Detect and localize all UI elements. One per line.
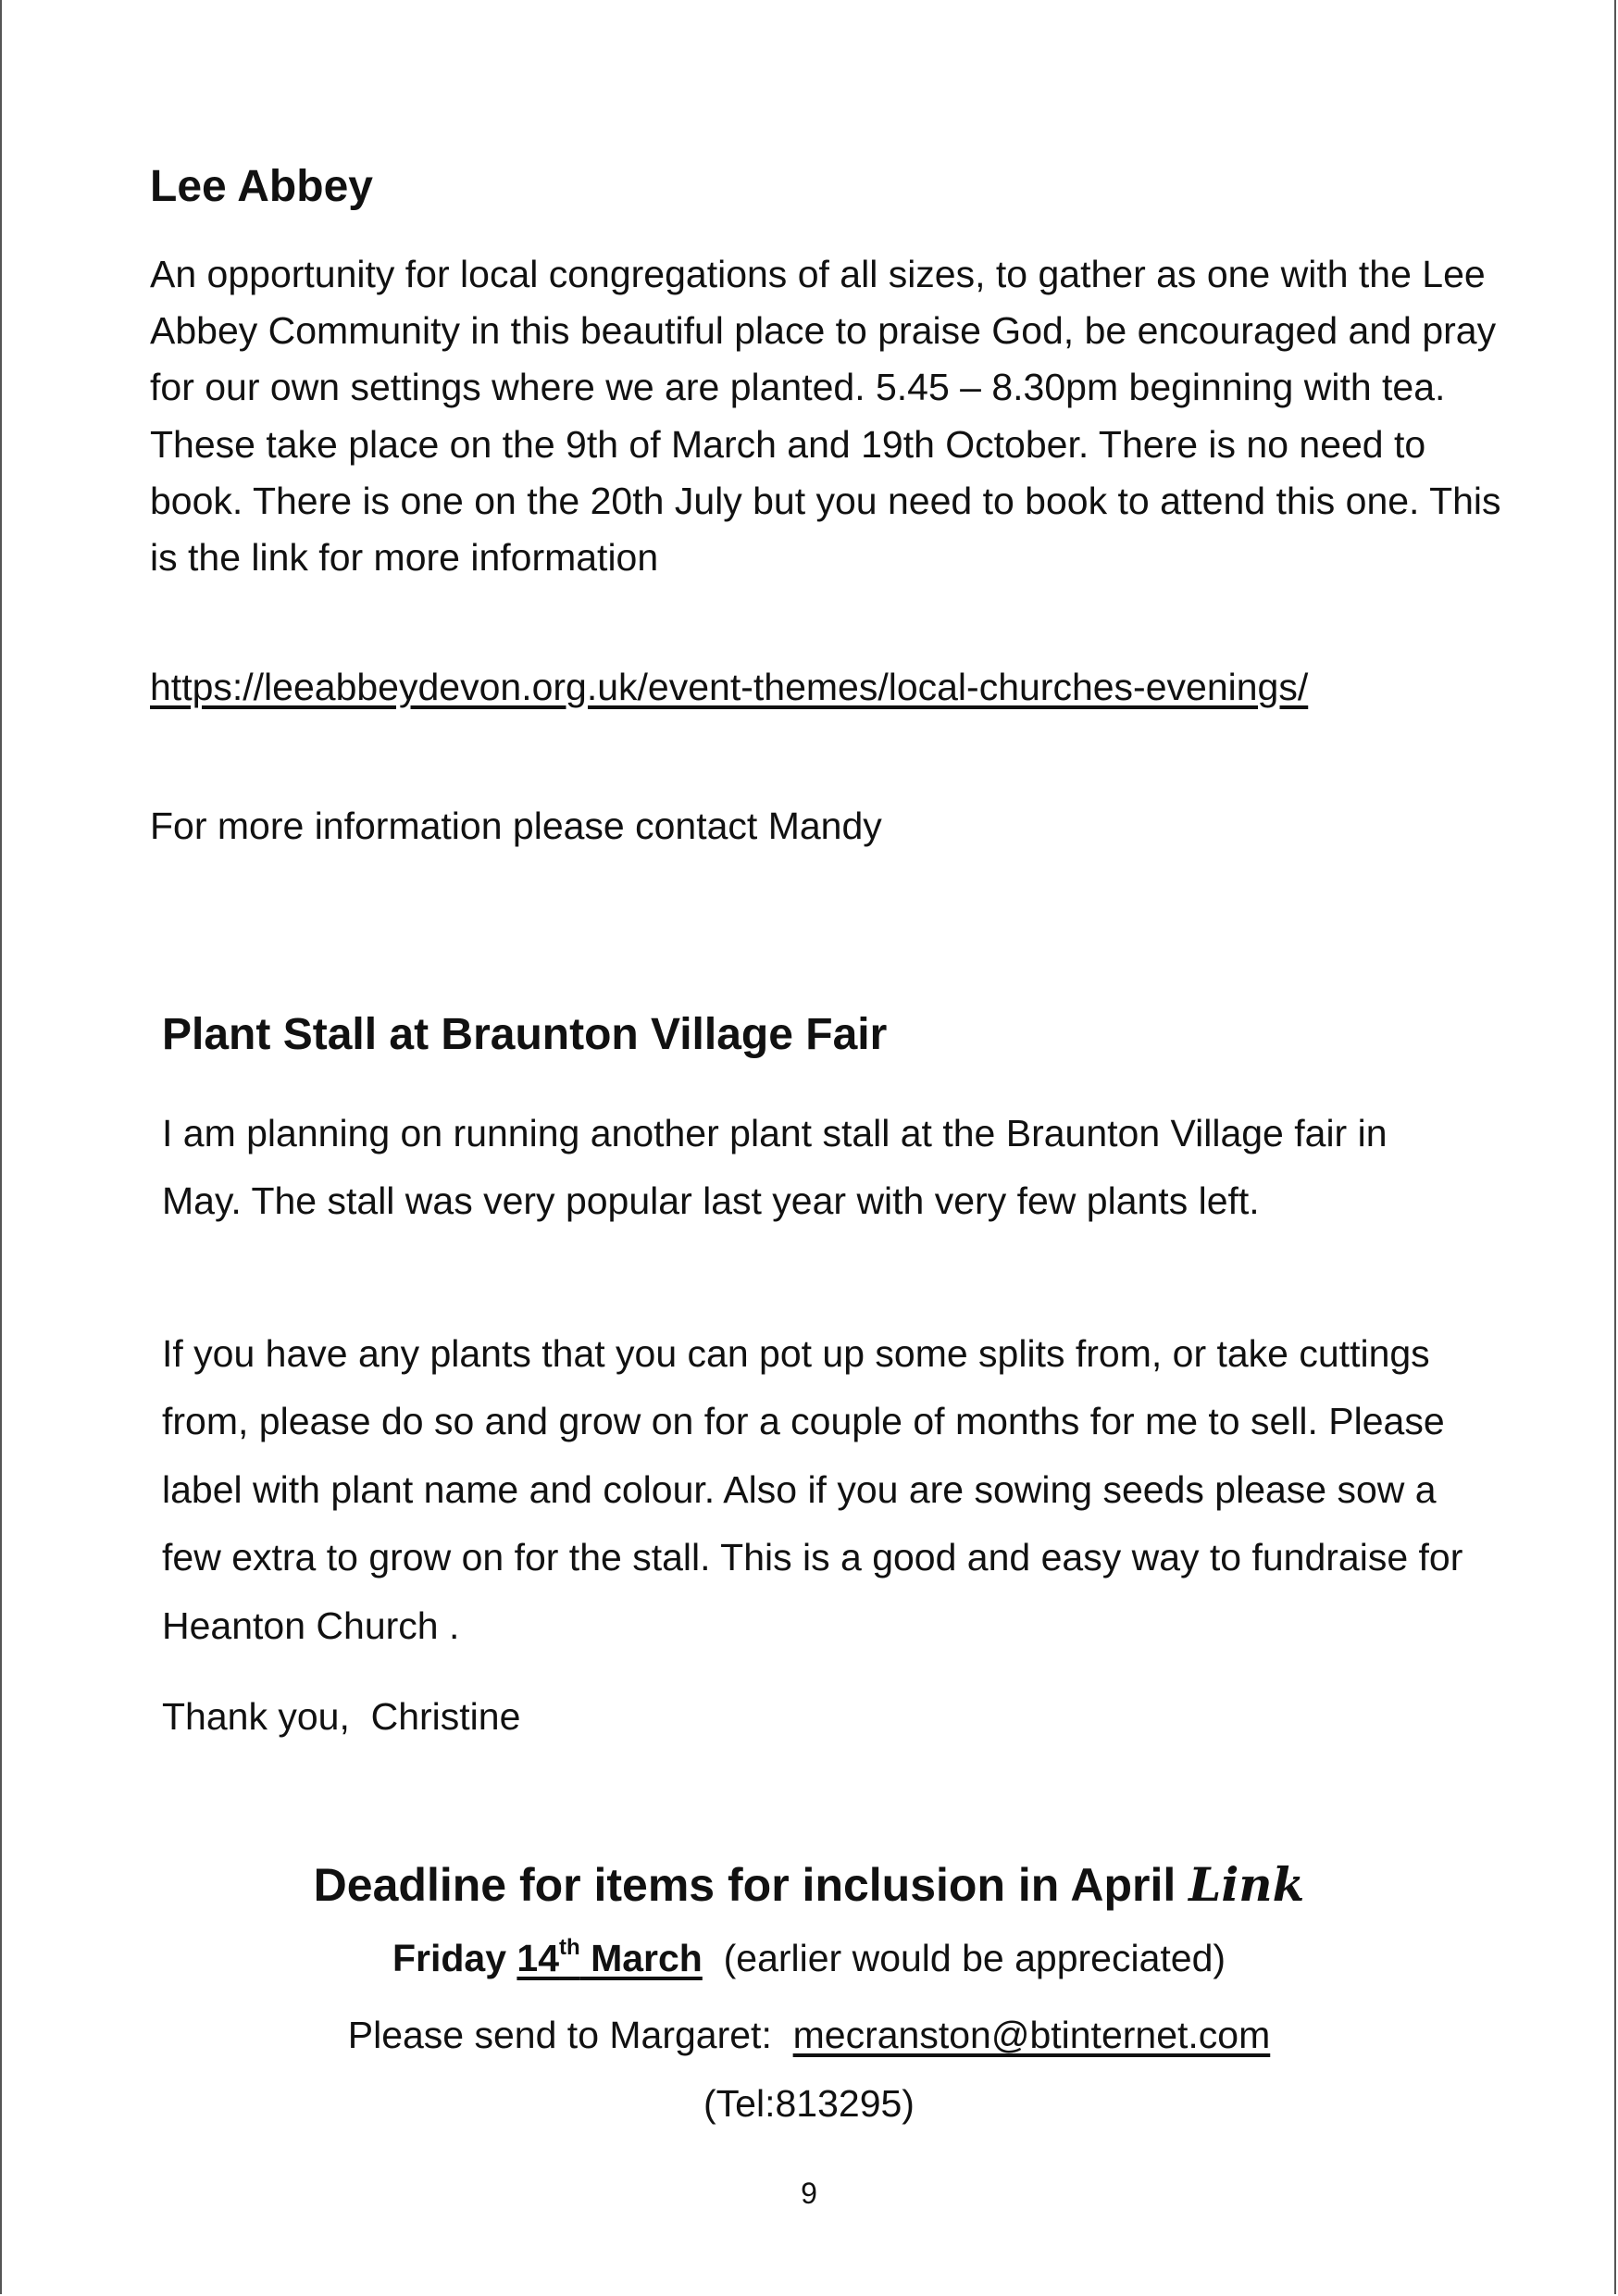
deadline-send-line <box>0 2007 1618 2063</box>
deadline-date-line <box>0 1930 1618 1986</box>
deadline-date-month: March <box>579 1937 703 1979</box>
deadline-date-number: 14 <box>517 1937 560 1979</box>
plant-stall-signoff: Thank you, Christine <box>162 1695 521 1738</box>
page-number: 9 <box>801 2177 817 2210</box>
email-link[interactable]: mecranston@btinternet.com <box>792 2014 1271 2056</box>
lee-abbey-body: An opportunity for local congregations of all sizes, to gather as one with the Lee Abbey Community in this beautiful place to praise God, be encouraged and pray for our own settings where we are planted. 5.45 – 8.30pm beginning with tea. These take place on the 9th of March and 19th October. There is no need to book. There is one on the 20th July but you need to book to attend this one. This is the link for more information <box>150 253 1501 580</box>
deadline-note: (earlier would be appreciated) <box>702 1937 1226 1979</box>
deadline-heading <box>0 1857 1618 1913</box>
plant-stall-heading: Plant Stall at Braunton Village Fair <box>162 1010 888 1059</box>
plant-stall-paragraph-1: I am planning on running another plant stall at the Braunton Village fair in May. The stall was very popular last year with very few plants left. <box>162 1112 1388 1222</box>
lee-abbey-contact: For more information please contact Mandy <box>150 805 882 847</box>
deadline-date <box>517 1937 702 1979</box>
deadline-date-suffix: th <box>559 1935 580 1960</box>
deadline-day: Friday <box>392 1937 517 1979</box>
link-magazine-wordmark: Link <box>1189 1857 1305 1912</box>
lee-abbey-heading: Lee Abbey <box>150 162 373 211</box>
deadline-telephone: (Tel:813295) <box>703 2082 915 2125</box>
lee-abbey-link[interactable]: https://leeabbeydevon.org.uk/event-themes/local-churches-evenings/ <box>150 666 1309 708</box>
plant-stall-paragraph-2: If you have any plants that you can pot up some splits from, or take cuttings from, please do so and grow on for a couple of months for me to sell. Please label with plant name and colour. Also if you are sowing seeds please sow a few extra to grow on for the stall. This is a good and easy way to fundraise for Heanton Church . <box>162 1332 1463 1647</box>
deadline-heading-text: Deadline for items for inclusion in April <box>313 1859 1189 1911</box>
deadline-send-label: Please send to Margaret: <box>347 2014 793 2056</box>
